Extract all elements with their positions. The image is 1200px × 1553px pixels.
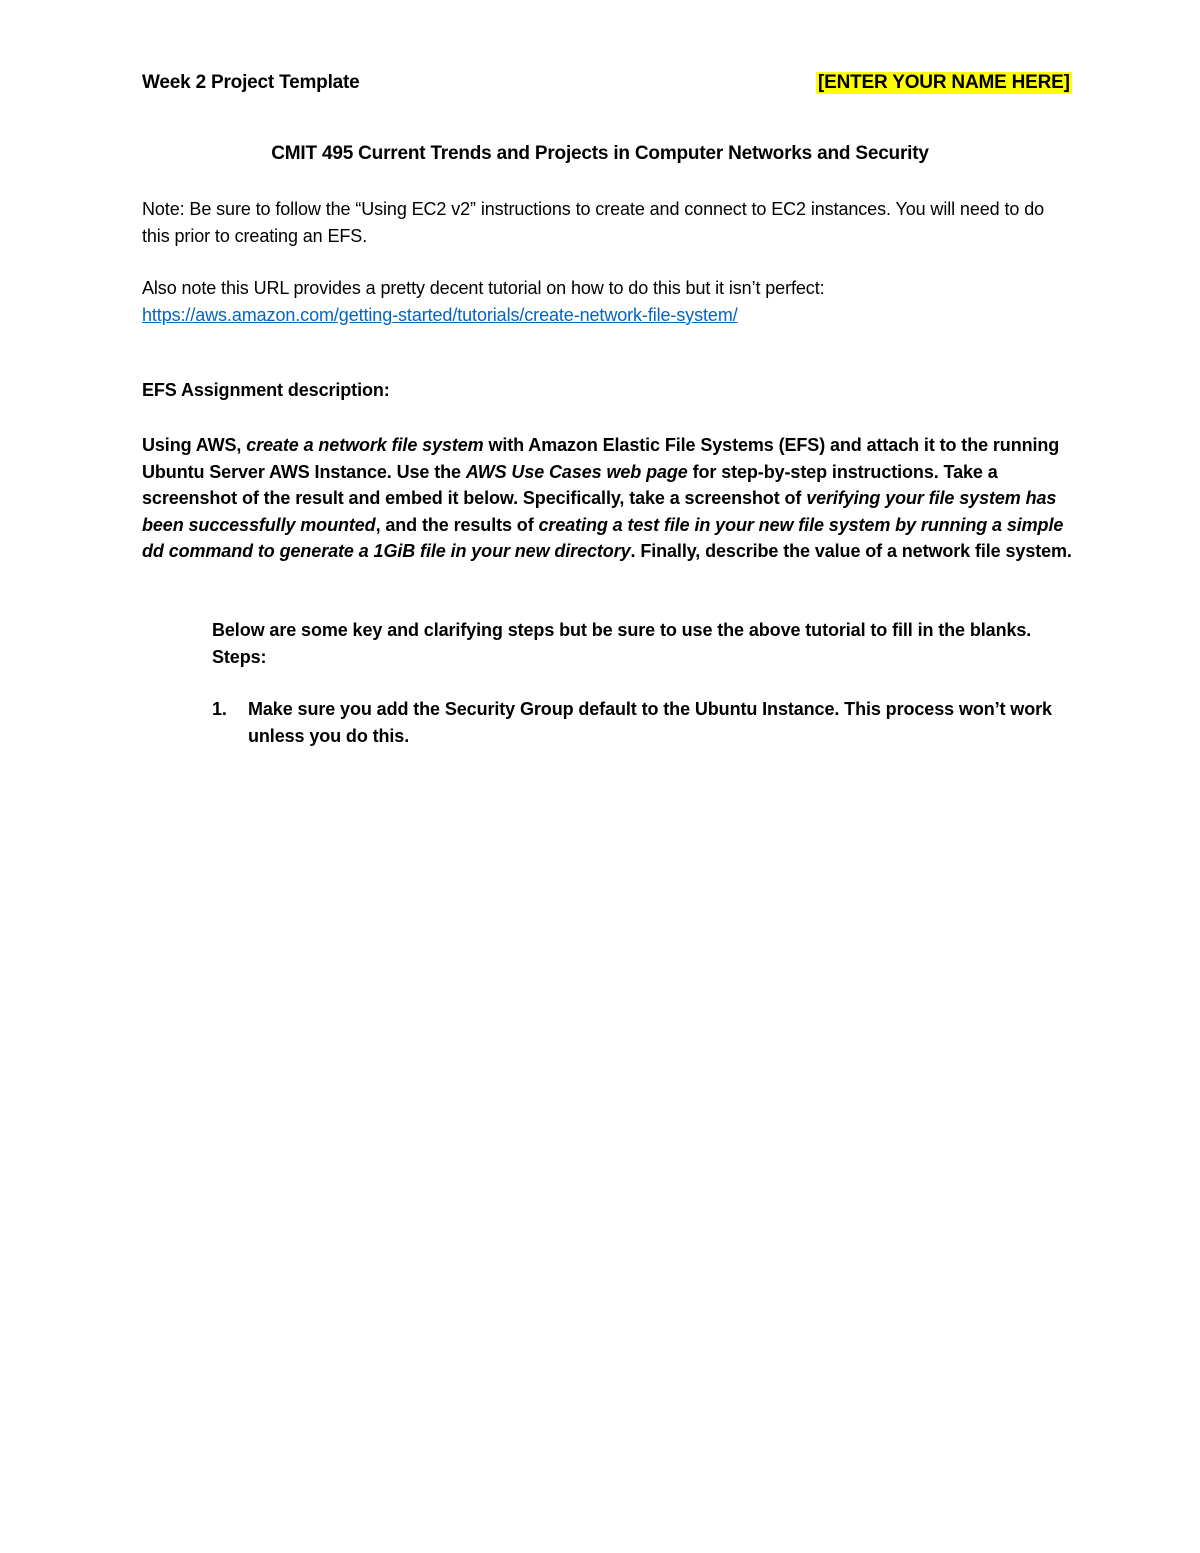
step-text: Make sure you add the Security Group default to the Ubuntu Instance. This process won’t work unless you do this. — [248, 699, 1052, 746]
steps-intro: Below are some key and clarifying steps but be sure to use the above tutorial to fill in the blanks. — [212, 620, 1032, 640]
steps-intro-block — [212, 617, 1062, 670]
steps-list — [212, 696, 1062, 749]
step-number: 1. — [212, 699, 227, 719]
desc-part-1: Using AWS, — [142, 435, 247, 455]
tutorial-note-paragraph — [142, 275, 1072, 328]
name-placeholder-highlight: [ENTER YOUR NAME HERE] — [818, 72, 1070, 93]
desc-part-9: . Finally, describe the value of a network file system. — [630, 541, 1072, 561]
tutorial-url-link[interactable]: https://aws.amazon.com/getting-started/tutorials/create-network-file-system/ — [142, 304, 738, 325]
desc-emphasis-use-cases: AWS Use Cases web page — [465, 461, 688, 482]
desc-part-3: with Amazon Elastic File Systems (EFS) and attach it to the running Ubuntu Server AWS Instance. Use the — [142, 435, 1060, 482]
assignment-description — [142, 432, 1072, 565]
document-header-title: Week 2 Project Template — [142, 72, 360, 93]
desc-part-5: for step-by-step instructions. Take a screenshot of the result and embed it below. Specifically, take a screenshot of — [142, 461, 998, 508]
steps-label: Steps: — [212, 646, 267, 667]
course-title: CMIT 495 Current Trends and Projects in Computer Networks and Security — [271, 143, 929, 164]
desc-part-7: , and the results of — [375, 514, 539, 535]
desc-emphasis-dd-test: creating a test file in your new file system by running a simple dd command to generate a 1GiB file in your new directory — [142, 514, 1064, 561]
desc-emphasis-verify-mount: verifying your file system has been successfully mounted — [142, 488, 1057, 535]
tutorial-note-text: Also note this URL provides a pretty decent tutorial on how to do this but it isn’t perfect: — [142, 278, 825, 298]
assignment-heading: EFS Assignment description: — [142, 380, 390, 400]
list-item — [212, 696, 1062, 749]
ec2-note-paragraph: Note: Be sure to follow the “Using EC2 v2” instructions to create and connect to EC2 instances. You will need to do this prior to creating an EFS. — [142, 199, 1045, 246]
desc-emphasis-create-nfs: create a network file system — [246, 435, 484, 455]
